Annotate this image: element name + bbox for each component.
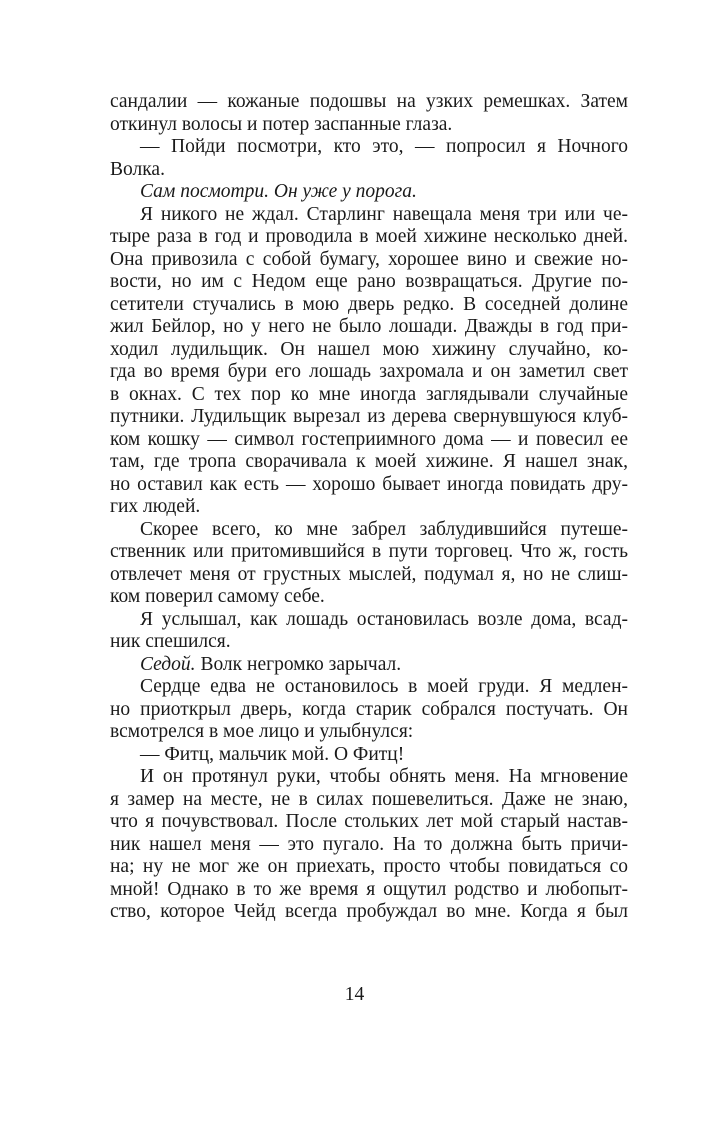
text-line: ство, которое Чейд всегда пробуждал во мне. Когда я был xyxy=(110,901,628,922)
text-line: И он протянул руки, чтобы обнять меня. На мгновение xyxy=(140,766,628,787)
text-line: ник спешился. xyxy=(110,631,231,652)
text-line: Она привозила с собой бумагу, хорошее вино и свежие но- xyxy=(110,248,628,270)
text-line: Скорее всего, ко мне забрел заблудившийся путеше- xyxy=(140,518,628,540)
text-line: Сам посмотри. Он уже у порога. xyxy=(140,181,417,202)
text-line: ходил лудильщик. Он нашел мою хижину случайно, ко- xyxy=(110,338,628,360)
text-line: жил Бейлор, но у него не было лошади. Дважды в год при- xyxy=(110,316,628,337)
body-text xyxy=(110,91,628,924)
text-line: — Фитц, мальчик мой. О Фитц! xyxy=(140,743,405,765)
text-line xyxy=(110,654,628,677)
text-line-rest: Волк негромко зарычал. xyxy=(195,653,402,675)
text-line: вости, но им с Недом еще рано возвращаться. Другие по- xyxy=(110,271,628,292)
text-line: в окнах. С тех пор ко мне иногда заглядывали случайные xyxy=(110,383,628,405)
text-line: гда во время бури его лошадь захромала и он заметил свет xyxy=(110,361,628,382)
text-line: тыре раза в год и проводила в моей хижине несколько дней. xyxy=(110,226,628,247)
text-line: отвлечет меня от грустных мыслей, подумал я, но не слиш- xyxy=(110,563,628,585)
page-number: 14 xyxy=(344,984,365,1005)
text-line: ник нашел меня — это пугало. На то должна быть причи- xyxy=(110,833,628,855)
wolf-speaker-name: Седой. xyxy=(140,653,196,675)
text-line: ком кошку — символ гостеприимного дома — и повесил ее xyxy=(110,428,628,450)
text-line: Я никого не ждал. Старлинг навещала меня три или че- xyxy=(140,203,628,225)
text-line: сандалии — кожаные подошвы на узких ремешках. Затем xyxy=(110,91,628,112)
text-line: на; ну не мог же он приехать, просто чтобы повидаться со xyxy=(110,856,628,877)
text-line: ком поверил самому себе. xyxy=(110,586,325,607)
text-line: всмотрелся в мое лицо и улыбнулся: xyxy=(110,721,414,742)
text-line: мной! Однако в то же время я ощутил родство и любопыт- xyxy=(110,878,628,900)
text-line: там, где тропа сворачивала к моей хижине. Я нашел знак, xyxy=(110,451,628,472)
text-line: но приоткрыл дверь, когда старик собрался постучать. Он xyxy=(110,698,628,720)
text-line: сетители стучались в мою дверь редко. В соседней долине xyxy=(110,293,628,315)
text-line: Волка. xyxy=(110,158,165,180)
text-line: Я услышал, как лошадь остановилась возле дома, всад- xyxy=(140,608,628,630)
text-line: — Пойди посмотри, кто это, — попросил я Ночного xyxy=(140,136,628,157)
text-line: ственник или притомившийся в пути торговец. Что ж, гость xyxy=(110,541,628,562)
text-line: что я почувствовал. После стольких лет мой старый настав- xyxy=(110,811,628,832)
text-line: я замер на месте, не в силах пошевелиться. Даже не знаю, xyxy=(110,788,628,810)
text-line: гих людей. xyxy=(110,496,201,517)
text-line: откинул волосы и потер заспанные глаза. xyxy=(110,113,453,135)
text-line: но оставил как есть — хорошо бывает иногда повидать дру- xyxy=(110,473,628,495)
text-line: путники. Лудильщик вырезал из дерева свернувшуюся клуб- xyxy=(110,406,628,427)
text-line: Сердце едва не остановилось в моей груди. Я медлен- xyxy=(140,676,628,697)
